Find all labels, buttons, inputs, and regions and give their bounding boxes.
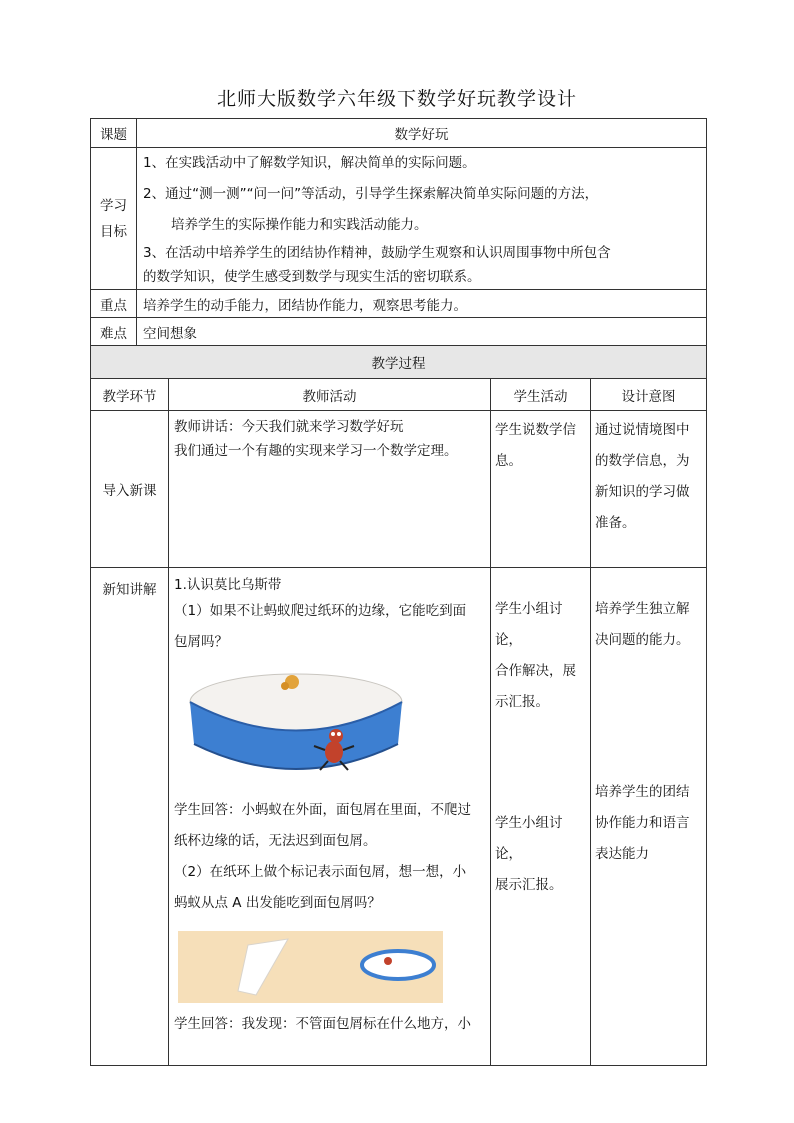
text-line: 我们通过一个有趣的实现来学习一个数学定理。 [174, 443, 458, 459]
text-line: 蚂蚁从点 A 出发能吃到面包屑吗？ [174, 895, 381, 911]
goal-line: 培养学生的实际操作能力和实践活动能力。 [171, 217, 428, 233]
text-line: 新知识的学习做 [595, 484, 690, 500]
text-line: （2）在纸环上做个标记表示面包屑，想一想，小 [174, 864, 467, 880]
goals-label-line-1: 学习 [100, 197, 127, 214]
col-header-student: 学生活动 [491, 379, 591, 411]
intent-intro [591, 411, 707, 568]
difficulty-label: 难点 [91, 318, 137, 346]
text-line: 学生小组讨论， [495, 601, 563, 648]
text-line: 协作能力和语言 [595, 815, 690, 831]
goal-line: 的数学知识，使学生感受到数学与现实生活的密切联系。 [143, 269, 481, 285]
goal-line: 1、在实践活动中了解数学知识，解决简单的实际问题。 [143, 155, 476, 171]
text-line: 包屑吗？ [174, 634, 228, 650]
text-line: 通过说情境图中 [595, 422, 690, 438]
text-line: 培养学生独立解 [595, 601, 690, 617]
text-line: 培养学生的团结 [595, 784, 690, 800]
text-line: 息。 [495, 453, 522, 469]
text-line: 准备。 [595, 515, 636, 531]
process-header: 教学过程 [91, 346, 707, 379]
info-table [90, 118, 706, 1066]
difficulty-value: 空间想象 [137, 318, 707, 346]
student-new [491, 568, 591, 1066]
key-value: 培养学生的动手能力，团结协作能力，观察思考能力。 [137, 290, 707, 318]
text-line: 展示汇报。 [495, 877, 563, 893]
student-intro [491, 411, 591, 568]
paper-strip-image [178, 925, 443, 1005]
key-label: 重点 [91, 290, 137, 318]
text-line: 表达能力 [595, 846, 649, 862]
goal-line: 3、在活动中培养学生的团结协作精神，鼓励学生观察和认识周围事物中所包含 [143, 245, 611, 261]
topic-value: 数学好玩 [137, 119, 707, 148]
col-header-intent: 设计意图 [591, 379, 707, 411]
text-line: （1）如果不让蚂蚁爬过纸环的边缘，它能吃到面 [174, 603, 467, 619]
document-title: 北师大版数学六年级下数学好玩教学设计 [216, 88, 577, 110]
text-line: 的数学信息，为 [595, 453, 690, 469]
text-line: 合作解决，展 [495, 663, 576, 679]
goal-line: 2、通过“测一测”“问一问”等活动，引导学生探索解决简单实际问题的方法， [143, 186, 599, 202]
text-line: 教师讲话：今天我们就来学习数学好玩 [174, 419, 404, 435]
text-line: 决问题的能力。 [595, 632, 690, 648]
col-header-teacher: 教师活动 [169, 379, 491, 411]
goals-content [137, 148, 707, 290]
text-line: 纸杯边缘的话，无法迟到面包屑。 [174, 833, 377, 849]
stage-intro: 导入新课 [91, 411, 169, 568]
topic-label: 课题 [91, 119, 137, 148]
text-line: 学生说数学信 [495, 422, 576, 438]
stage-new: 新知讲解 [91, 568, 169, 1066]
text-line: 学生回答：我发现：不管面包屑标在什么地方，小 [174, 1016, 471, 1032]
teacher-new [169, 568, 491, 1066]
goals-label-line-2: 目标 [100, 223, 127, 240]
text-line: 学生回答：小蚂蚁在外面，面包屑在里面，不爬过 [174, 802, 471, 818]
text-line: 学生小组讨论， [495, 815, 563, 862]
section-heading: 1.认识莫比乌斯带 [174, 577, 282, 593]
intent-new [591, 568, 707, 1066]
paper-ring-image [184, 664, 409, 789]
col-header-stage: 教学环节 [91, 379, 169, 411]
text-line: 示汇报。 [495, 694, 549, 710]
process-table [90, 345, 707, 1066]
ant-small-icon [384, 957, 392, 965]
goals-label [91, 148, 137, 290]
teacher-intro [169, 411, 491, 568]
